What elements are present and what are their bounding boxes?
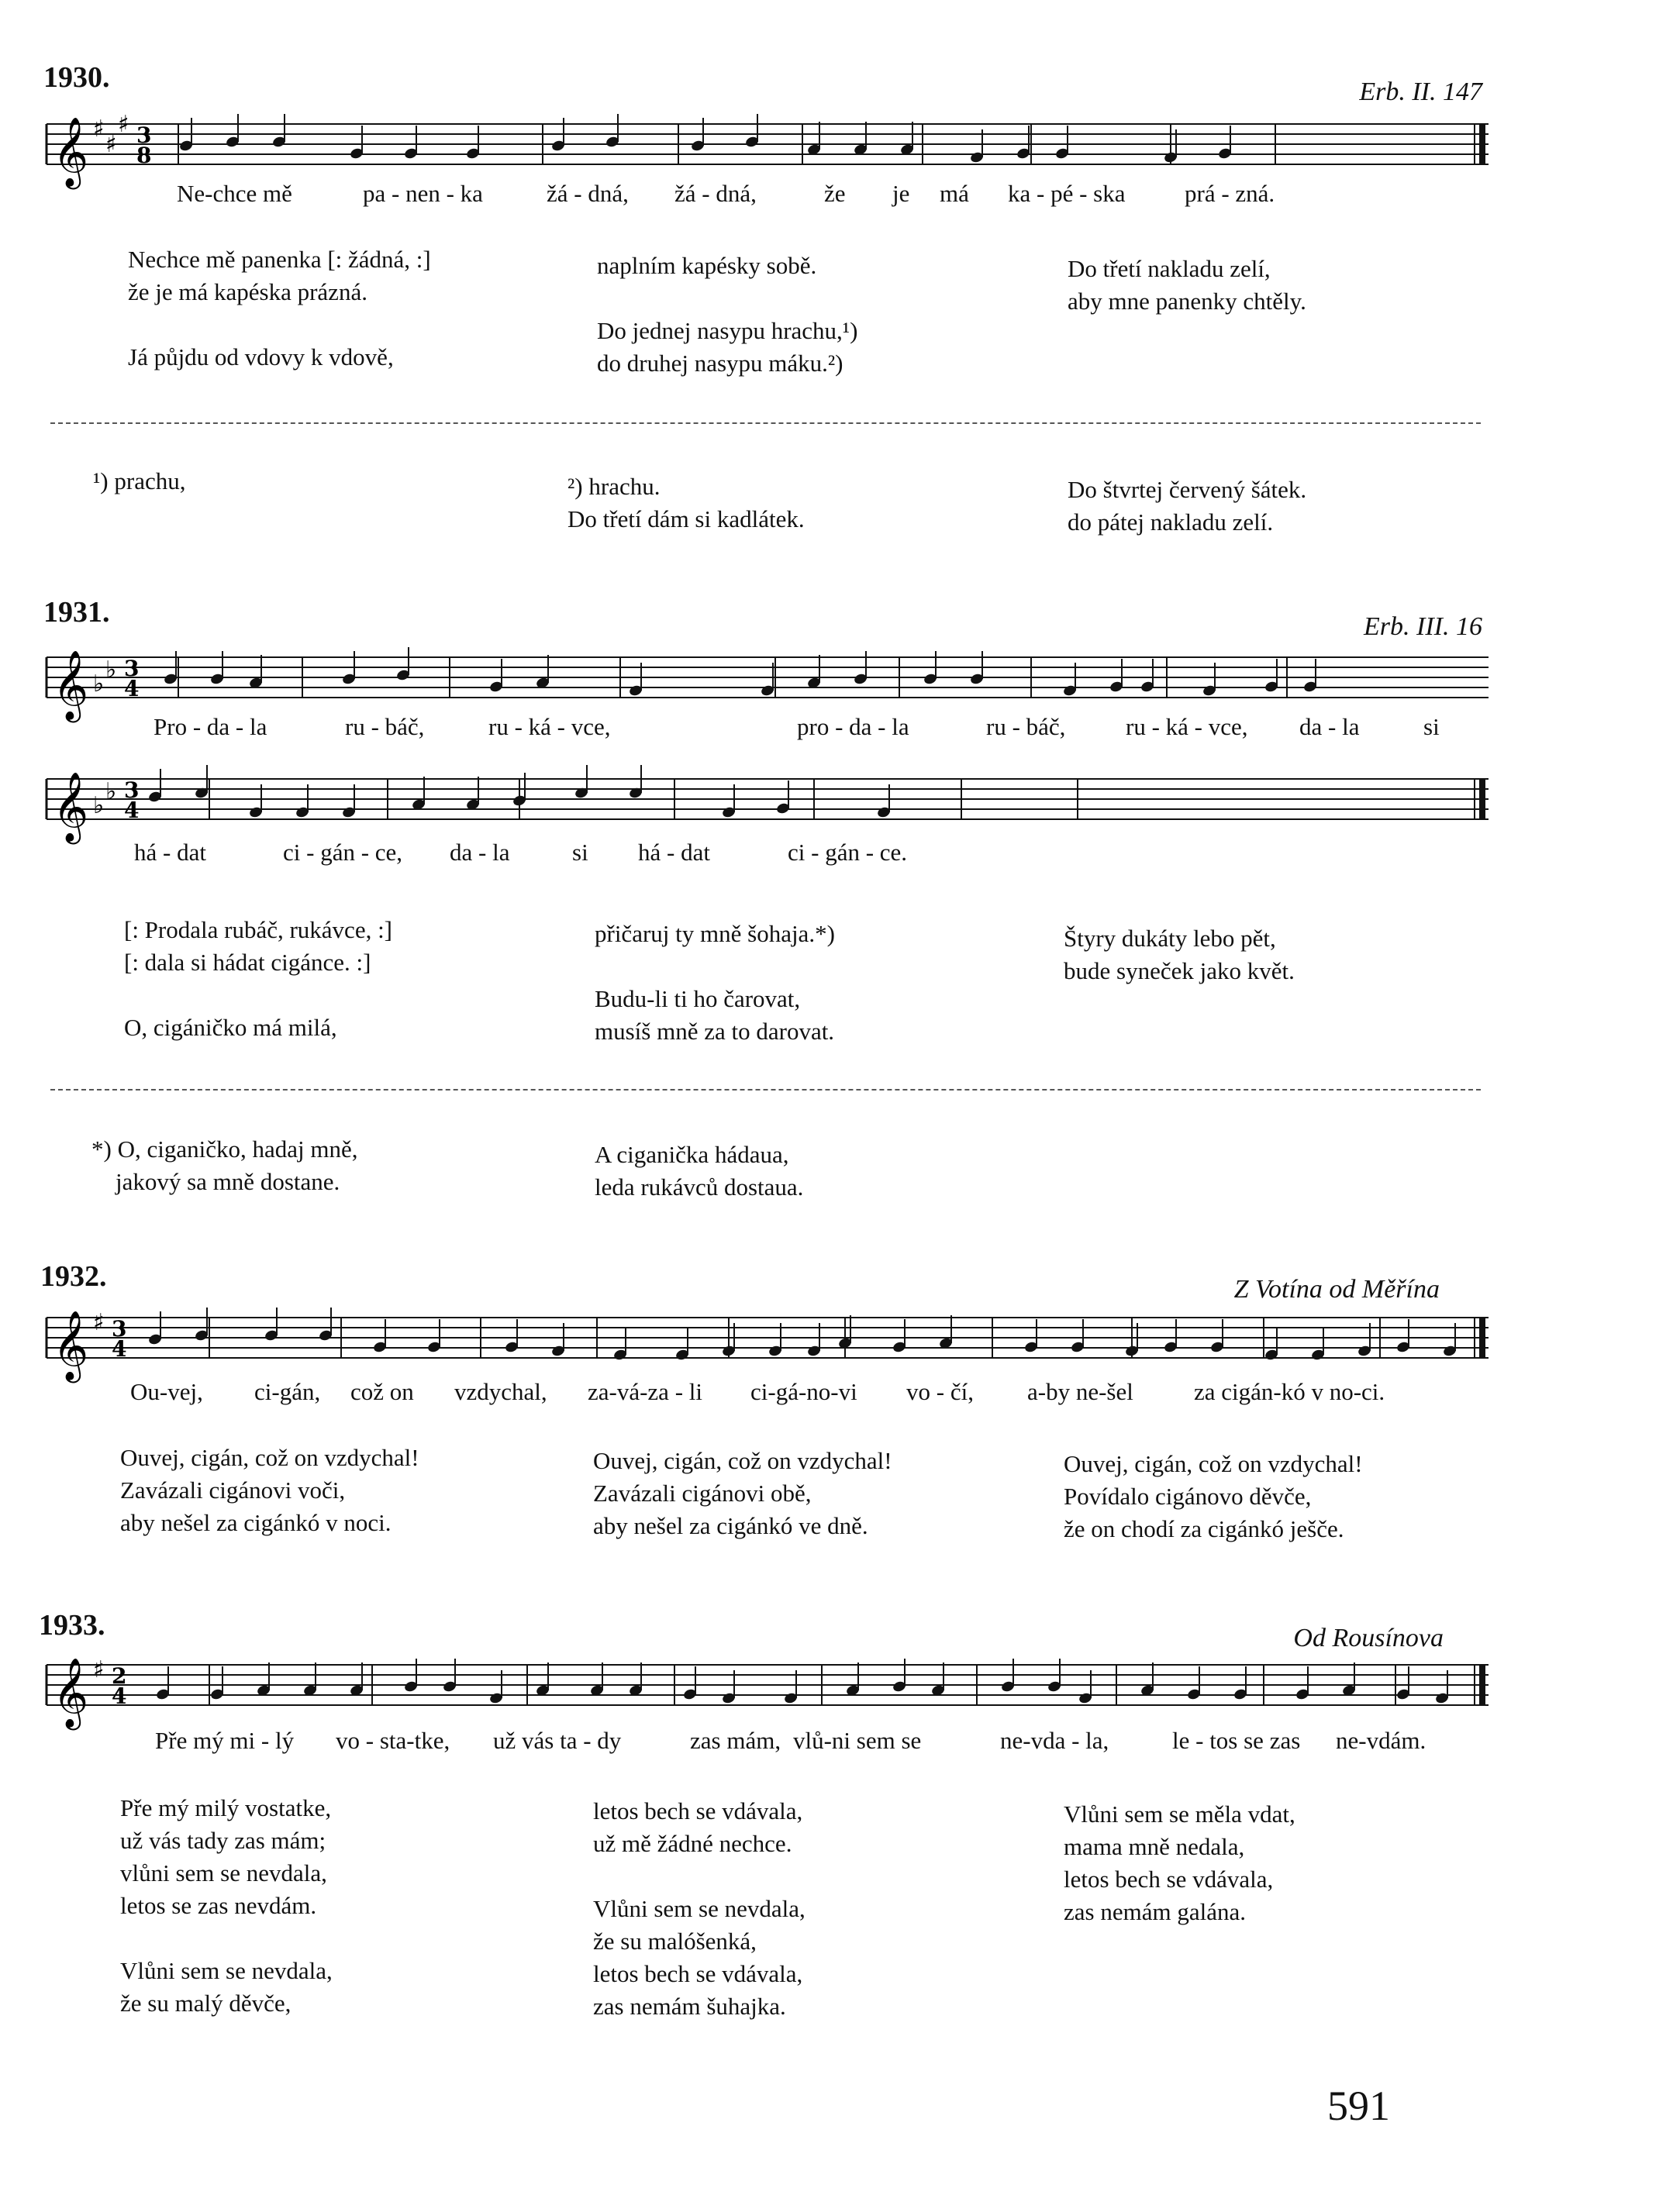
note bbox=[209, 1666, 224, 1700]
sharp-icon: ♯ bbox=[118, 111, 129, 138]
note bbox=[806, 122, 821, 156]
note bbox=[1140, 659, 1154, 693]
lyric-syllable: vlů-ni sem se bbox=[793, 1727, 922, 1754]
lyric-syllable: vo - čí, bbox=[906, 1378, 974, 1405]
lyric-syllable: Pře mý mi - lý bbox=[155, 1727, 295, 1754]
lyric-syllable: si bbox=[1423, 713, 1440, 740]
lyric-syllable: da - la bbox=[450, 839, 510, 866]
note bbox=[845, 1662, 860, 1697]
lyric-syllable: Pro - da - la bbox=[154, 713, 267, 740]
time-signature: 3 bbox=[124, 656, 140, 681]
lyric-syllable: žá - dná, bbox=[674, 180, 757, 207]
note bbox=[674, 1327, 689, 1361]
note bbox=[178, 118, 193, 152]
lyric-syllable: da - la bbox=[1299, 713, 1360, 740]
flat-icon: ♭ bbox=[105, 656, 117, 684]
lyric-syllable: ru - báč, bbox=[345, 713, 425, 740]
song-source: Od Rousínova bbox=[1293, 1624, 1444, 1652]
lyric-syllable: ci - gán - ce, bbox=[283, 839, 403, 866]
lyric-syllable: ne-vdám. bbox=[1336, 1727, 1426, 1754]
note bbox=[892, 1319, 906, 1353]
note bbox=[465, 126, 480, 160]
lyric-syllable: ci-gán, bbox=[254, 1378, 321, 1405]
verse-column: přičaruj ty mně šohaja.*) Budu-li ti ho čarovat, musíš mně za to darovat. bbox=[595, 920, 835, 1045]
footnote: ¹) prachu, bbox=[93, 467, 186, 494]
lyric-syllable: há - dat bbox=[134, 839, 206, 866]
note bbox=[1302, 659, 1317, 693]
flat-icon: ♭ bbox=[93, 792, 105, 819]
lyric-syllable: si bbox=[572, 839, 588, 866]
lyric-syllable: je bbox=[892, 180, 910, 207]
time-signature: 4 bbox=[112, 1336, 127, 1362]
time-signature: 2 bbox=[112, 1663, 127, 1689]
note bbox=[403, 1659, 418, 1693]
note bbox=[1047, 1659, 1061, 1693]
treble-clef-icon: 𝄞 bbox=[53, 650, 89, 720]
note bbox=[488, 659, 503, 693]
note bbox=[318, 1308, 333, 1342]
note bbox=[1186, 1666, 1201, 1700]
note bbox=[1023, 1319, 1038, 1353]
lyric-syllable: le - tos se zas bbox=[1172, 1727, 1301, 1754]
lyric-syllable: ru - ká - vce, bbox=[1126, 713, 1248, 740]
note bbox=[853, 122, 868, 156]
music-staff bbox=[47, 1302, 1489, 1387]
note bbox=[682, 1666, 697, 1700]
footnote: *) O, ciganičko, hadaj mně, jakový sa mně dostane. bbox=[91, 1135, 358, 1195]
lyric-syllable: za cigán-kó v no-ci. bbox=[1194, 1378, 1385, 1405]
note bbox=[628, 765, 643, 799]
note bbox=[147, 1311, 162, 1345]
note bbox=[395, 647, 410, 681]
flat-icon: ♭ bbox=[105, 778, 117, 805]
note bbox=[155, 1666, 170, 1700]
song-number: 1932. bbox=[40, 1260, 107, 1293]
lyric-syllable: ne-vda - la, bbox=[1000, 1727, 1109, 1754]
lyric-syllable: há - dat bbox=[638, 839, 710, 866]
treble-clef-icon: 𝄞 bbox=[53, 1658, 89, 1728]
verse-column: naplním kapésky sobě. Do jednej nasypu hrachu,¹) do druhej nasypu máku.²) bbox=[597, 252, 858, 377]
note bbox=[1341, 1662, 1356, 1697]
note bbox=[1016, 126, 1030, 160]
footnote: A ciganička hádaua, leda rukávců dostaua. bbox=[595, 1141, 804, 1201]
note bbox=[605, 114, 619, 148]
note bbox=[271, 114, 286, 148]
note bbox=[938, 1315, 953, 1349]
note bbox=[341, 651, 356, 685]
note bbox=[403, 126, 418, 160]
note bbox=[302, 1662, 317, 1697]
note bbox=[806, 655, 821, 689]
lyric-syllable: což on bbox=[350, 1378, 414, 1405]
verse-column: Štyry dukáty lebo pět, bude syneček jako květ. bbox=[1064, 925, 1295, 984]
time-signature: 4 bbox=[124, 798, 140, 823]
note bbox=[465, 777, 480, 811]
note bbox=[589, 1662, 604, 1697]
note bbox=[426, 1319, 441, 1353]
note bbox=[690, 118, 705, 152]
note bbox=[442, 1659, 457, 1693]
music-staff bbox=[47, 763, 1489, 849]
lyric-syllable: má bbox=[940, 180, 969, 207]
lyric-syllable: vo - sta-tke, bbox=[336, 1727, 450, 1754]
note bbox=[1264, 1327, 1278, 1361]
footnote-divider bbox=[50, 422, 1481, 424]
note bbox=[535, 655, 550, 689]
time-signature: 3 bbox=[124, 777, 140, 803]
note bbox=[1070, 1319, 1085, 1353]
note bbox=[1295, 1666, 1309, 1700]
note bbox=[1163, 1319, 1178, 1353]
sharp-icon: ♯ bbox=[93, 115, 105, 143]
lyric-syllable: a-by ne-šel bbox=[1027, 1378, 1133, 1405]
sharp-icon: ♯ bbox=[93, 1309, 105, 1336]
note bbox=[504, 1319, 519, 1353]
verse-column: [: Prodala rubáč, rukávce, :] [: dala si hádat cigánce. :] O, cigáničko má milá, bbox=[124, 916, 393, 1041]
song-source: Erb. II. 147 bbox=[1359, 78, 1482, 106]
lyric-syllable: ka - pé - ska bbox=[1008, 180, 1126, 207]
note bbox=[853, 651, 868, 685]
note bbox=[775, 780, 790, 815]
lyric-syllable: Ou-vej, bbox=[130, 1378, 203, 1405]
song-source: Erb. III. 16 bbox=[1364, 612, 1482, 641]
note bbox=[744, 114, 759, 148]
time-signature: 8 bbox=[136, 143, 152, 168]
note bbox=[248, 655, 263, 689]
note bbox=[1395, 1319, 1410, 1353]
note bbox=[225, 114, 240, 148]
verse-column: Ouvej, cigán, což on vzdychal! Zavázali cigánovi obě, aby nešel za cigánkó ve dně. bbox=[593, 1447, 892, 1539]
note bbox=[612, 1327, 627, 1361]
note bbox=[923, 651, 937, 685]
note bbox=[899, 122, 914, 156]
verse-column: Nechce mě panenka [: žádná, :] že je má kapéska prázná. Já půjdu od vdovy k vdově, bbox=[128, 246, 431, 370]
note bbox=[194, 765, 209, 799]
note bbox=[628, 1662, 643, 1697]
lyric-syllable: prá - zná. bbox=[1185, 180, 1275, 207]
treble-clef-icon: 𝄞 bbox=[53, 1311, 89, 1380]
note bbox=[147, 769, 162, 803]
time-signature: 4 bbox=[112, 1683, 127, 1709]
verse-column: Ouvej, cigán, což on vzdychal! Povídalo cigánovo děvče, že on chodí za cigánkó ješče. bbox=[1064, 1450, 1363, 1542]
note bbox=[930, 1662, 945, 1697]
note bbox=[550, 118, 565, 152]
footnote: ²) hrachu. Do třetí dám si kadlátek. bbox=[567, 473, 805, 532]
lyric-syllable: že bbox=[824, 180, 846, 207]
lyric-syllable: vzdychal, bbox=[454, 1378, 547, 1405]
lyric-syllable: za-vá-za - li bbox=[588, 1378, 702, 1405]
lyric-syllable: pro - da - la bbox=[797, 713, 909, 740]
note bbox=[535, 1662, 550, 1697]
note bbox=[1233, 1666, 1247, 1700]
lyric-syllable: ci-gá-no-vi bbox=[750, 1378, 857, 1405]
song-number: 1933. bbox=[39, 1609, 105, 1642]
lyric-syllable: zas mám, bbox=[690, 1727, 781, 1754]
note bbox=[969, 651, 984, 685]
footnote-divider bbox=[50, 1089, 1481, 1090]
lyric-syllable: už vás ta - dy bbox=[493, 1727, 622, 1754]
page-number: 591 bbox=[1327, 2083, 1390, 2129]
note bbox=[411, 777, 426, 811]
note bbox=[349, 126, 364, 160]
lyric-syllable: ru - ká - vce, bbox=[488, 713, 611, 740]
song-number: 1931. bbox=[43, 596, 110, 629]
verse-column: letos bech se vdávala, už mě žádné nechce. Vlůni sem se nevdala, že su malóšenká, letos bech se vdávala, zas nemám šuhajka. bbox=[593, 1797, 806, 2020]
treble-clef-icon: 𝄞 bbox=[53, 772, 89, 842]
note bbox=[1264, 659, 1278, 693]
lyric-syllable: žá - dná, bbox=[547, 180, 629, 207]
sharp-icon: ♯ bbox=[105, 131, 117, 158]
note bbox=[1109, 659, 1123, 693]
verse-column: Pře mý milý vostatke, už vás tady zas mám; vlůni sem se nevdala, letos se zas nevdám. Vlůni sem se nevdala, že su malý děvče, bbox=[120, 1794, 333, 2017]
note bbox=[574, 765, 588, 799]
verse-column: Vlůni sem se měla vdat, mama mně nedala, letos bech se vdávala, zas nemám galána. bbox=[1064, 1800, 1295, 1925]
flat-icon: ♭ bbox=[93, 670, 105, 698]
music-staff bbox=[47, 1649, 1489, 1735]
time-signature: 3 bbox=[112, 1316, 127, 1342]
note bbox=[163, 651, 178, 685]
time-signature: 4 bbox=[124, 676, 140, 701]
lyric-syllable: ru - báč, bbox=[986, 713, 1066, 740]
note bbox=[372, 1319, 387, 1353]
footnote: Do štvrtej červený šátek. do pátej nakladu zelí. bbox=[1068, 476, 1307, 536]
lyric-syllable: Ne-chce mě bbox=[177, 180, 292, 207]
time-signature: 3 bbox=[136, 122, 152, 148]
lyric-syllable: pa - nen - ka bbox=[363, 180, 483, 207]
note bbox=[1395, 1666, 1410, 1700]
treble-clef-icon: 𝄞 bbox=[53, 117, 89, 187]
note bbox=[1209, 1319, 1224, 1353]
note bbox=[1217, 126, 1232, 160]
note bbox=[1310, 1327, 1325, 1361]
song-number: 1930. bbox=[43, 61, 110, 94]
verse-column: Ouvej, cigán, což on vzdychal! Zavázali cigánovi voči, aby nešel za cigánkó v noci. bbox=[120, 1444, 419, 1536]
note bbox=[1054, 126, 1069, 160]
lyric-syllable: ci - gán - ce. bbox=[788, 839, 908, 866]
sharp-icon: ♯ bbox=[93, 1656, 105, 1683]
note bbox=[256, 1662, 271, 1697]
verse-column: Do třetí nakladu zelí, aby mne panenky chtěly. bbox=[1068, 255, 1306, 315]
note bbox=[1000, 1659, 1015, 1693]
note bbox=[349, 1662, 364, 1697]
note bbox=[892, 1659, 906, 1693]
note bbox=[1140, 1662, 1154, 1697]
note bbox=[194, 1308, 209, 1342]
note bbox=[264, 1308, 278, 1342]
note bbox=[209, 651, 224, 685]
song-source: Z Votína od Měřína bbox=[1233, 1275, 1440, 1304]
